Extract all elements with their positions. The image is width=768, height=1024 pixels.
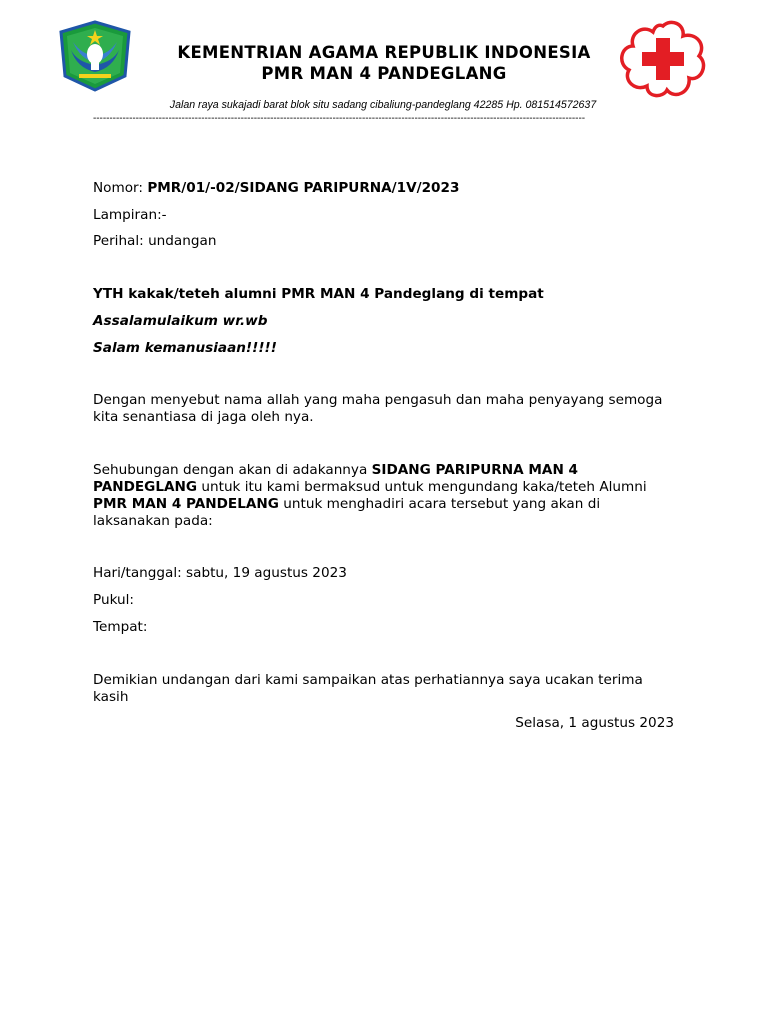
event-name: SIDANG PARIPURNA MAN 4 PANDEGLANG <box>93 462 579 495</box>
invitation-paragraph <box>93 462 678 530</box>
hari-tanggal-line: Hari/tanggal: sabtu, 19 agustus 2023 <box>93 565 347 581</box>
invitation-text-1: Sehubungan dengan akan di adakannya <box>93 462 372 478</box>
kemenag-emblem-icon <box>57 20 133 92</box>
invitation-text-2: untuk itu kami bermaksud untuk mengundang kaka/teteh Alumni <box>197 479 647 495</box>
nomor-line <box>93 180 459 197</box>
header-line-2: PMR MAN 4 PANDEGLANG <box>261 64 507 83</box>
closing-paragraph: Demikian undangan dari kami sampaikan atas perhatiannya saya ucakan terima kasih <box>93 672 643 705</box>
red-cross-flower-icon <box>619 20 707 98</box>
nomor-label: Nomor: <box>93 180 143 196</box>
opening-paragraph: Dengan menyebut nama allah yang maha pengasuh dan maha penyayang semoga kita senantiasa di jaga oleh nya. <box>93 392 663 425</box>
header-address: Jalan raya sukajadi barat blok situ sadang cibaliung-pandeglang 42285 Hp. 081514572637 <box>169 99 597 111</box>
perihal-line: Perihal: undangan <box>93 233 217 249</box>
recipient-line: YTH kakak/teteh alumni PMR MAN 4 Pandeglang di tempat <box>93 286 544 302</box>
lampiran-line: Lampiran:- <box>93 207 167 223</box>
letter-date: Selasa, 1 agustus 2023 <box>515 715 674 731</box>
invitation-text-3: untuk menghadiri acara tersebut yang akan di laksanakan pada: <box>93 496 601 529</box>
tempat-line: Tempat: <box>93 619 148 635</box>
header-line-1: KEMENTRIAN AGAMA REPUBLIK INDONESIA <box>177 43 591 62</box>
pukul-line: Pukul: <box>93 592 134 608</box>
header-divider: ------------------------------------------------------------------------------------------------------------------------------------------------------ <box>93 113 586 124</box>
nomor-value: PMR/01/-02/SIDANG PARIPURNA/1V/2023 <box>147 180 460 196</box>
organization-name: PMR MAN 4 PANDELANG <box>93 496 279 512</box>
salam-assalamualaikum: Assalamulaikum wr.wb <box>93 313 268 329</box>
salam-kemanusiaan: Salam kemanusiaan!!!!! <box>93 340 277 356</box>
